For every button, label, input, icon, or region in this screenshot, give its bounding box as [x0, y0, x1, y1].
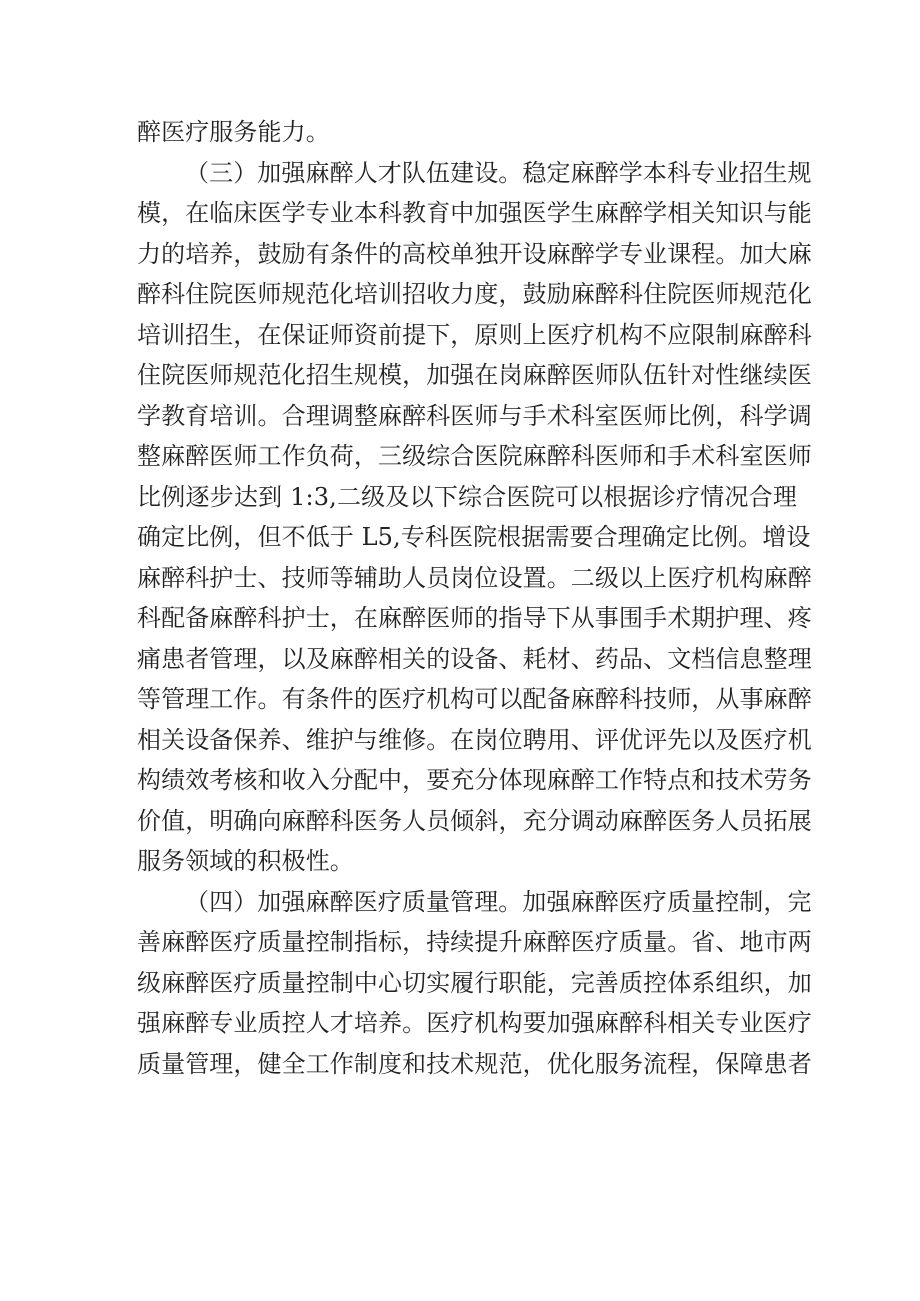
section-heading-line: （四）加强麻醉医疗质量管理。加强麻醉医疗质量控制，完: [185, 887, 812, 916]
paragraph-line: 整麻醉医师工作负荷，三级综合医院麻醉科医师和手术科室医师: [137, 442, 812, 470]
paragraph-line: 等管理工作。有条件的医疗机构可以配备麻醉科技师，从事麻醉: [137, 685, 812, 713]
paragraph-line: 强麻醉专业质控人才培养。医疗机构要加强麻醉科相关专业医疗: [137, 1009, 812, 1037]
paragraph-line: 相关设备保养、维护与维修。在岗位聘用、评优评先以及医疗机: [137, 725, 812, 754]
paragraph-line: 科配备麻醉科护士，在麻醉医师的指导下从事围手术期护理、疼: [137, 604, 812, 632]
paragraph-line: 构绩效考核和收入分配中，要充分体现麻醉工作特点和技术劳务: [137, 766, 812, 794]
paragraph-line: 麻醉科护士、技师等辅助人员岗位设置。二级以上医疗机构麻醉: [137, 563, 812, 592]
paragraph-line: 价值，明确向麻醉科医务人员倾斜，充分调动麻醉医务人员拓展: [137, 806, 812, 835]
paragraph-line: 醉科住院医师规范化培训招收力度，鼓励麻醉科住院医师规范化: [137, 280, 812, 308]
paragraph-line: 模，在临床医学专业本科教育中加强医学生麻醉学相关知识与能: [137, 199, 812, 227]
paragraph-line: 力的培养，鼓励有条件的高校单独开设麻醉学专业课程。加大麻: [137, 239, 812, 268]
paragraph-line: 善麻醉医疗质量控制指标，持续提升麻醉医疗质量。省、地市两: [137, 928, 812, 956]
paragraph-line: 确定比例，但不低于 L5,专科医院根据需要合理确定比例。增设: [137, 523, 811, 551]
paragraph-line: 服务领域的积极性。: [137, 847, 354, 875]
paragraph-line: 住院医师规范化招生规模，加强在岗麻醉医师队伍针对性继续医: [137, 361, 812, 389]
paragraph-line: 质量管理，健全工作制度和技术规范，优化服务流程，保障患者: [137, 1049, 812, 1078]
paragraph-line: 比例逐步达到 1:3,二级及以下综合医院可以根据诊疗情况合理: [137, 482, 797, 511]
paragraph-line: 学教育培训。合理调整麻醉科医师与手术科室医师比例，科学调: [137, 401, 812, 430]
paragraph-line: 级麻醉医疗质量控制中心切实履行职能，完善质控体系组织，加: [137, 968, 812, 997]
body-text: [137, 112, 812, 1084]
paragraph-line: 痛患者管理，以及麻醉相关的设备、耗材、药品、文档信息整理: [137, 644, 812, 673]
section-heading-line: （三）加强麻醉人才队伍建设。稳定麻醉学本科专业招生规: [185, 158, 812, 187]
paragraph-line: 培训招生，在保证师资前提下，原则上医疗机构不应限制麻醉科: [137, 320, 812, 349]
paragraph-line: 醉医疗服务能力。: [137, 118, 330, 146]
